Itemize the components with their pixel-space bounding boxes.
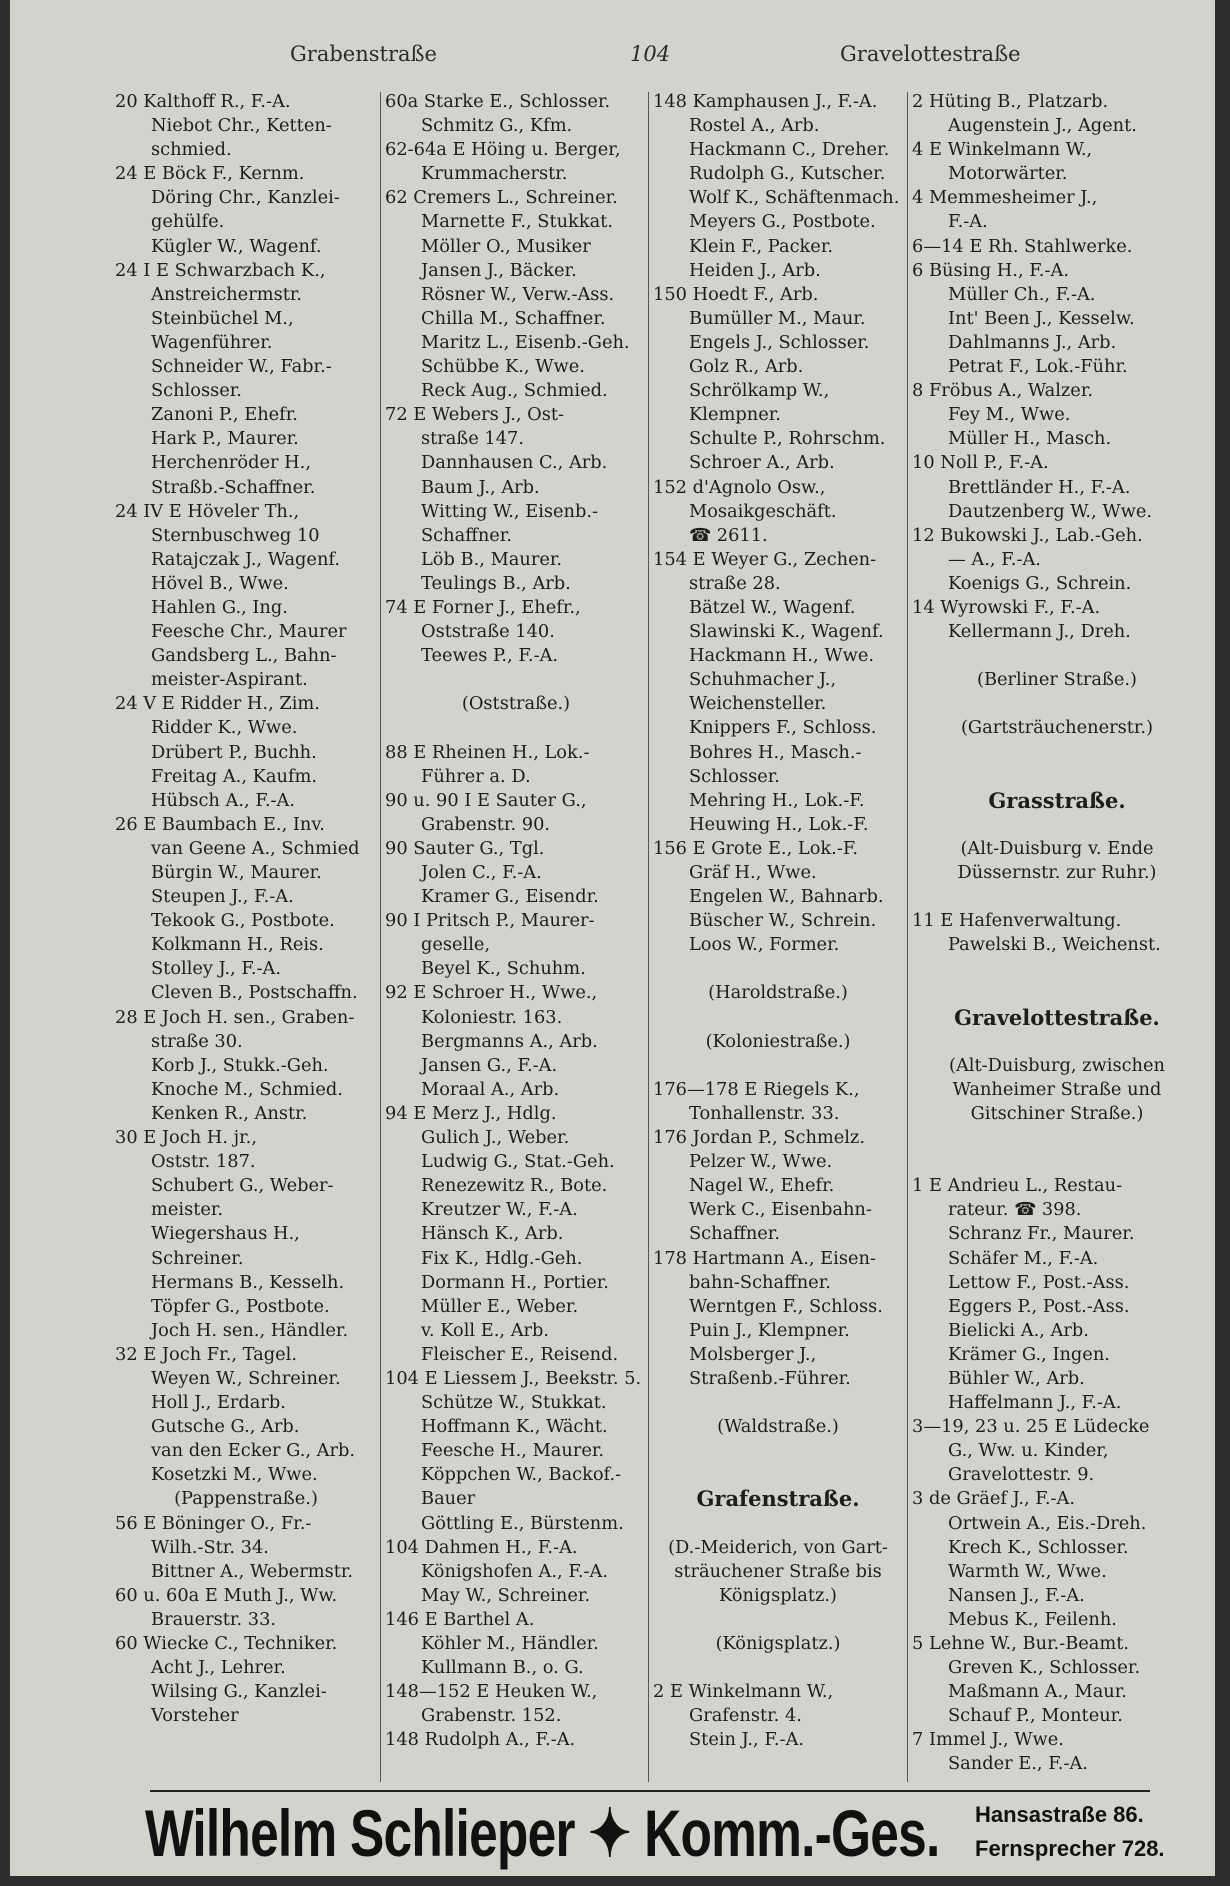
spacer bbox=[912, 741, 1202, 765]
entry-continuation: Stein J., F.-A. bbox=[689, 1729, 805, 1751]
advert-rule bbox=[150, 1790, 1150, 1792]
entry-continuation: G., Ww. u. Kinder, bbox=[948, 1440, 1109, 1462]
street-note: (Königsplatz.) bbox=[715, 1633, 841, 1654]
entry-continuation: Meyers G., Postbote. bbox=[689, 211, 876, 233]
street-note: (Oststraße.) bbox=[461, 693, 571, 715]
entry-continuation: Engelen W., Bahnarb. bbox=[689, 886, 884, 908]
entry-line: 7 Immel J., Wwe. bbox=[912, 1729, 1064, 1751]
entry-continuation: Werntgen F., Schloss. bbox=[689, 1295, 883, 1317]
entry-continuation: Knoche M., Schmied. bbox=[151, 1078, 343, 1100]
entry-continuation: Maritz L., Eisenb.-Geh. bbox=[421, 331, 630, 353]
entry-continuation: Heiden J., Arb. bbox=[689, 259, 821, 281]
spacer bbox=[912, 957, 1202, 981]
entry-line: 12 Bukowski J., Lab.-Geh. bbox=[912, 524, 1143, 546]
spacer bbox=[912, 1030, 1202, 1054]
entry-continuation: Büscher W., Schrein. bbox=[689, 910, 877, 932]
entry-continuation: Oststr. 187. bbox=[151, 1151, 256, 1173]
entry-continuation: Beyel K., Schuhm. bbox=[421, 958, 586, 980]
entry-continuation: rateur. ☎ 398. bbox=[948, 1199, 1082, 1221]
entry-continuation: F.-A. bbox=[948, 211, 988, 233]
entry-continuation: Bauer bbox=[421, 1488, 476, 1510]
entry-continuation: Grabenstr. 90. bbox=[421, 813, 551, 835]
entry-continuation: Lettow F., Post.-Ass. bbox=[948, 1271, 1130, 1293]
street-note: (Alt-Duisburg v. Ende bbox=[960, 837, 1154, 859]
entry-continuation: Bumüller M., Maur. bbox=[689, 307, 866, 329]
entry-continuation: Ridder K., Wwe. bbox=[151, 717, 298, 739]
spacer bbox=[653, 1656, 903, 1680]
entry-continuation: Kolkmann H., Reis. bbox=[151, 934, 324, 956]
entry-line: 24 I E Schwarzbach K., bbox=[115, 259, 326, 281]
entry-line: 26 E Baumbach E., Inv. bbox=[115, 813, 325, 835]
entry-continuation: Kreutzer W., F.-A. bbox=[421, 1199, 578, 1221]
entry-continuation: Kullmann B., o. G. bbox=[421, 1657, 584, 1679]
entry-continuation: Wiegershaus H., bbox=[151, 1223, 300, 1245]
entry-line: 88 E Rheinen H., Lok.- bbox=[385, 741, 590, 763]
street-note: (Gartsträuchenerstr.) bbox=[960, 717, 1154, 739]
street-note: Wanheimer Straße und bbox=[952, 1078, 1162, 1100]
spacer bbox=[912, 885, 1202, 909]
entry-continuation: Grafenstr. 4. bbox=[689, 1705, 802, 1727]
entry-continuation: Tekook G., Postbote. bbox=[151, 910, 335, 932]
entry-continuation: Mehring H., Lok.-F. bbox=[689, 789, 865, 811]
entry-continuation: Dahlmanns J., Arb. bbox=[948, 331, 1117, 353]
entry-continuation: Int' Been J., Kesselw. bbox=[948, 307, 1135, 329]
entry-continuation: Petrat F., Lok.-Führ. bbox=[948, 356, 1128, 378]
entry-continuation: Teulings B., Arb. bbox=[421, 572, 571, 594]
entry-continuation: Wilsing G., Kanzlei- bbox=[151, 1681, 327, 1703]
entry-continuation: bahn-Schaffner. bbox=[689, 1271, 831, 1293]
entry-continuation: v. Koll E., Arb. bbox=[421, 1319, 550, 1341]
entry-line: 156 E Grote E., Lok.-F. bbox=[653, 837, 859, 859]
entry-continuation: Schulte P., Rohrschm. bbox=[689, 428, 886, 450]
entry-continuation: Schübbe K., Wwe. bbox=[421, 356, 585, 378]
entry-line: 3 de Gräef J., F.-A. bbox=[912, 1488, 1076, 1510]
entry-continuation: Wagenführer. bbox=[151, 331, 273, 353]
entry-line: 90 I Pritsch P., Maurer- bbox=[385, 910, 595, 932]
entry-continuation: Vorsteher bbox=[151, 1705, 239, 1727]
entry-continuation: Schreiner. bbox=[151, 1247, 244, 1269]
entry-line: 176 Jordan P., Schmelz. bbox=[653, 1127, 866, 1149]
entry-line: 94 E Merz J., Hdlg. bbox=[385, 1102, 557, 1124]
entry-line: 5 Lehne W., Bur.-Beamt. bbox=[912, 1633, 1130, 1654]
column-divider bbox=[907, 92, 908, 1782]
entry-continuation: Loos W., Former. bbox=[689, 934, 840, 956]
entry-continuation: Krummacherstr. bbox=[421, 163, 568, 185]
entry-continuation: Gandsberg L., Bahn- bbox=[151, 645, 337, 667]
entry-continuation: Ortwein A., Eis.-Dreh. bbox=[948, 1512, 1147, 1534]
page-header bbox=[10, 42, 1215, 72]
entry-continuation: Hackmann C., Dreher. bbox=[689, 139, 890, 161]
page-number: 104 bbox=[630, 42, 671, 66]
entry-line: 6—14 E Rh. Stahlwerke. bbox=[912, 235, 1133, 257]
entry-continuation: Schauf P., Monteur. bbox=[948, 1705, 1123, 1727]
street-note: Düssernstr. zur Ruhr.) bbox=[957, 862, 1157, 883]
entry-continuation: Schuhmacher J., bbox=[689, 669, 837, 691]
entry-continuation: Cleven B., Postschaffn. bbox=[151, 982, 358, 1004]
entry-continuation: straße 147. bbox=[421, 428, 525, 450]
entry-continuation: Gräf H., Wwe. bbox=[689, 862, 817, 883]
entry-continuation: Dautzenberg W., Wwe. bbox=[948, 500, 1153, 522]
spacer bbox=[912, 981, 1202, 1005]
entry-continuation: Korb J., Stukk.-Geh. bbox=[151, 1054, 329, 1076]
entry-line: 154 E Weyer G., Zechen- bbox=[653, 548, 877, 570]
entry-continuation: Gutsche G., Arb. bbox=[151, 1416, 300, 1438]
entry-continuation: Gravelottestr. 9. bbox=[948, 1464, 1095, 1486]
entry-continuation: Führer a. D. bbox=[421, 765, 531, 787]
entry-continuation: Fix K., Hdlg.-Geh. bbox=[421, 1247, 583, 1269]
entry-line: 62-64a E Höing u. Berger, bbox=[385, 139, 621, 161]
advertisement bbox=[145, 1798, 1195, 1868]
entry-continuation: Rudolph G., Kutscher. bbox=[689, 163, 886, 185]
entry-continuation: Sternbuschweg 10 bbox=[151, 524, 320, 546]
entry-continuation: Hermans B., Kesselh. bbox=[151, 1271, 345, 1293]
entry-line: 1 E Andrieu L., Restau- bbox=[912, 1175, 1123, 1197]
entry-continuation: Bohres H., Masch.- bbox=[689, 741, 862, 763]
entry-continuation: Witting W., Eisenb.- bbox=[421, 500, 599, 522]
entry-line: 178 Hartmann A., Eisen- bbox=[653, 1247, 876, 1269]
entry-continuation: Hoffmann K., Wächt. bbox=[421, 1416, 608, 1438]
street-note: sträuchener Straße bis bbox=[674, 1560, 882, 1582]
entry-continuation: Bühler W., Arb. bbox=[948, 1367, 1085, 1389]
entry-line: 24 E Böck F., Kernm. bbox=[115, 163, 305, 185]
entry-continuation: Hövel B., Wwe. bbox=[151, 572, 289, 594]
entry-continuation: Grabenstr. 152. bbox=[421, 1705, 562, 1727]
entry-continuation: Zanoni P., Ehefr. bbox=[151, 404, 298, 426]
entry-line: 56 E Böninger O., Fr.- bbox=[115, 1512, 312, 1534]
entry-continuation: Marnette F., Stukkat. bbox=[421, 211, 613, 233]
entry-continuation: Müller Ch., F.-A. bbox=[948, 283, 1096, 305]
entry-continuation: Ratajczak J., Wagenf. bbox=[151, 548, 341, 570]
entry-continuation: Bergmanns A., Arb. bbox=[421, 1030, 598, 1052]
entry-continuation: straße 28. bbox=[689, 572, 781, 594]
entry-continuation: Niebot Chr., Ketten- bbox=[151, 115, 332, 137]
entry-continuation: Schaffner. bbox=[421, 524, 512, 546]
entry-continuation: Schneider W., Fabr.- bbox=[151, 356, 332, 378]
spacer bbox=[653, 1608, 903, 1632]
entry-continuation: Feesche H., Maurer. bbox=[421, 1440, 605, 1462]
entry-line: 4 E Winkelmann W., bbox=[912, 139, 1093, 161]
entry-continuation: Jansen G., F.-A. bbox=[421, 1054, 558, 1076]
entry-continuation: Dormann H., Portier. bbox=[421, 1271, 609, 1293]
entry-continuation: gehülfe. bbox=[151, 211, 225, 233]
entry-continuation: Rösner W., Verw.-Ass. bbox=[421, 283, 615, 305]
advert-address: Hansastraße 86. bbox=[975, 1802, 1144, 1827]
street-note: Königsplatz.) bbox=[719, 1584, 837, 1606]
entry-continuation: Freitag A., Kaufm. bbox=[151, 765, 318, 787]
entry-line: 8 Fröbus A., Walzer. bbox=[912, 380, 1094, 402]
entry-continuation: Kosetzki M., Wwe. bbox=[151, 1464, 318, 1486]
entry-line: 72 E Webers J., Ost- bbox=[385, 404, 565, 426]
entry-line: 32 E Joch Fr., Tagel. bbox=[115, 1343, 297, 1365]
entry-continuation: geselle, bbox=[421, 934, 491, 956]
entry-continuation: Acht J., Lehrer. bbox=[151, 1657, 286, 1679]
entry-continuation: Kramer G., Eisendr. bbox=[421, 886, 599, 908]
advert-phone: Fernsprecher 728. bbox=[975, 1836, 1165, 1861]
entry-continuation: Müller H., Masch. bbox=[948, 428, 1112, 450]
entry-continuation: Warmth W., Wwe. bbox=[948, 1560, 1107, 1582]
column-divider bbox=[648, 92, 649, 1782]
entry-continuation: meister. bbox=[151, 1199, 224, 1221]
entry-continuation: Weyen W., Schreiner. bbox=[151, 1367, 341, 1389]
entry-continuation: Bätzel W., Wagenf. bbox=[689, 596, 856, 618]
entry-continuation: Gulich J., Weber. bbox=[421, 1127, 570, 1149]
entry-line: 152 d'Agnolo Osw., bbox=[653, 476, 826, 498]
entry-continuation: Krech K., Schlosser. bbox=[948, 1536, 1129, 1558]
entry-continuation: Anstreichermstr. bbox=[151, 283, 303, 305]
entry-continuation: Göttling E., Bürstenm. bbox=[421, 1512, 624, 1534]
header-right-street: Gravelottestraße bbox=[840, 42, 1021, 66]
entry-continuation: Klein F., Packer. bbox=[689, 235, 834, 257]
entry-continuation: Weichensteller. bbox=[689, 693, 827, 715]
entry-continuation: Bürgin W., Maurer. bbox=[151, 862, 322, 883]
entry-continuation: Feesche Chr., Maurer bbox=[151, 621, 347, 643]
entry-continuation: van Geene A., Schmied bbox=[151, 837, 360, 859]
entry-continuation: Brettländer H., F.-A. bbox=[948, 476, 1131, 498]
entry-continuation: Werk C., Eisenbahn- bbox=[689, 1199, 872, 1221]
spacer bbox=[385, 668, 647, 692]
entry-continuation: Wolf K., Schäftenmach. bbox=[689, 187, 900, 209]
entry-continuation: Töpfer G., Postbote. bbox=[151, 1295, 330, 1317]
spacer bbox=[653, 957, 903, 981]
entry-continuation: Moraal A., Arb. bbox=[421, 1078, 560, 1100]
entry-continuation: Hänsch K., Arb. bbox=[421, 1223, 564, 1245]
entry-line: 90 Sauter G., Tgl. bbox=[385, 837, 545, 859]
entry-continuation: Golz R., Arb. bbox=[689, 356, 804, 378]
entry-continuation: Hark P., Maurer. bbox=[151, 428, 299, 450]
column-1 bbox=[115, 90, 377, 1790]
spacer bbox=[653, 1463, 903, 1487]
entry-continuation: Nagel W., Ehefr. bbox=[689, 1175, 835, 1197]
entry-continuation: Hackmann H., Wwe. bbox=[689, 645, 874, 667]
entry-continuation: Reck Aug., Schmied. bbox=[421, 380, 608, 402]
entry-continuation: Pawelski B., Weichenst. bbox=[948, 934, 1161, 956]
entry-continuation: Schranz Fr., Maurer. bbox=[948, 1223, 1135, 1245]
spacer bbox=[653, 1054, 903, 1078]
entry-continuation: Motorwärter. bbox=[948, 163, 1068, 185]
entry-continuation: Mosaikgeschäft. bbox=[689, 500, 837, 522]
entry-continuation: Schlosser. bbox=[689, 765, 780, 787]
entry-continuation: Straßenb.-Führer. bbox=[689, 1367, 851, 1389]
entry-line: 2 Hüting B., Platzarb. bbox=[912, 91, 1109, 112]
entry-continuation: Eggers P., Post.-Ass. bbox=[948, 1295, 1130, 1317]
spacer bbox=[912, 692, 1202, 716]
entry-line: 6 Büsing H., F.-A. bbox=[912, 259, 1069, 281]
entry-continuation: Kügler W., Wagenf. bbox=[151, 235, 322, 257]
entry-line: 92 E Schroer H., Wwe., bbox=[385, 982, 598, 1004]
entry-continuation: Koloniestr. 163. bbox=[421, 1006, 563, 1028]
entry-continuation: Königshofen A., F.-A. bbox=[421, 1560, 609, 1582]
entry-continuation: Köhler M., Händler. bbox=[421, 1633, 599, 1654]
entry-line: 146 E Barthel A. bbox=[385, 1608, 535, 1630]
column-2 bbox=[385, 90, 647, 1790]
entry-line: 104 E Liessem J., Beekstr. 5. bbox=[385, 1367, 642, 1389]
entry-continuation: Krämer G., Ingen. bbox=[948, 1343, 1110, 1365]
entry-continuation: Fleischer E., Reisend. bbox=[421, 1343, 619, 1365]
entry-continuation: Bielicki A., Arb. bbox=[948, 1319, 1089, 1341]
street-heading: Gravelottestraße. bbox=[954, 1005, 1160, 1030]
entry-continuation: Klempner. bbox=[689, 404, 781, 426]
entry-continuation: Stolley J., F.-A. bbox=[151, 958, 282, 980]
street-note: (Pappenstraße.) bbox=[174, 1488, 318, 1510]
entry-continuation: Bittner A., Webermstr. bbox=[151, 1560, 354, 1582]
street-note: (Koloniestraße.) bbox=[705, 1030, 851, 1052]
entry-continuation: meister-Aspirant. bbox=[151, 669, 308, 691]
street-note: (Waldstraße.) bbox=[717, 1416, 839, 1438]
entry-line: 10 Noll P., F.-A. bbox=[912, 452, 1049, 474]
entry-line: 60a Starke E., Schlosser. bbox=[385, 91, 611, 112]
entry-continuation: Schmitz G., Kfm. bbox=[421, 115, 573, 137]
spacer bbox=[912, 1126, 1202, 1150]
spacer bbox=[912, 1150, 1202, 1174]
entry-continuation: Maßmann A., Maur. bbox=[948, 1681, 1127, 1703]
entry-continuation: Schlosser. bbox=[151, 380, 242, 402]
entry-continuation: Löb B., Maurer. bbox=[421, 548, 563, 570]
entry-continuation: Dannhausen C., Arb. bbox=[421, 452, 608, 474]
spacer bbox=[653, 1439, 903, 1463]
spacer bbox=[653, 1006, 903, 1030]
entry-continuation: Pelzer W., Wwe. bbox=[689, 1151, 833, 1173]
advert-company-name: Wilhelm Schlieper ✦ Komm.-Ges. bbox=[145, 1796, 940, 1870]
entry-continuation: Holl J., Erdarb. bbox=[151, 1392, 286, 1414]
entry-line: 62 Cremers L., Schreiner. bbox=[385, 187, 618, 209]
entry-continuation: Puin J., Klempner. bbox=[689, 1319, 850, 1341]
entry-continuation: Steinbüchel M., bbox=[151, 307, 294, 329]
column-3 bbox=[653, 90, 903, 1790]
entry-continuation: Schaffner. bbox=[689, 1223, 780, 1245]
directory-page bbox=[10, 0, 1215, 1876]
entry-continuation: Drübert P., Buchh. bbox=[151, 741, 317, 763]
entry-continuation: Straßb.-Schaffner. bbox=[151, 476, 316, 498]
entry-continuation: Kellermann J., Dreh. bbox=[948, 621, 1131, 643]
entry-continuation: Mebus K., Feilenh. bbox=[948, 1608, 1117, 1630]
entry-line: 28 E Joch H. sen., Graben- bbox=[115, 1006, 355, 1028]
entry-continuation: Schäfer M., F.-A. bbox=[948, 1247, 1099, 1269]
entry-continuation: Teewes P., F.-A. bbox=[421, 645, 559, 667]
entry-continuation: ☎ 2611. bbox=[689, 524, 768, 546]
entry-line: 104 Dahmen H., F.-A. bbox=[385, 1536, 578, 1558]
spacer bbox=[912, 644, 1202, 668]
entry-line: 148 Kamphausen J., F.-A. bbox=[653, 91, 878, 112]
entry-continuation: Nansen J., F.-A. bbox=[948, 1584, 1085, 1606]
entry-continuation: Chilla M., Schaffner. bbox=[421, 307, 606, 329]
entry-continuation: Renezewitz R., Bote. bbox=[421, 1175, 608, 1197]
entry-continuation: Fey M., Wwe. bbox=[948, 404, 1071, 426]
entry-continuation: Herchenröder H., bbox=[151, 452, 311, 474]
entry-continuation: Rostel A., Arb. bbox=[689, 115, 820, 137]
entry-continuation: Greven K., Schlosser. bbox=[948, 1657, 1141, 1679]
entry-continuation: Müller E., Weber. bbox=[421, 1295, 579, 1317]
header-left-street: Grabenstraße bbox=[290, 42, 437, 66]
street-note: (Alt-Duisburg, zwischen bbox=[949, 1054, 1165, 1076]
entry-continuation: Augenstein J., Agent. bbox=[948, 115, 1137, 137]
entry-continuation: Slawinski K., Wagenf. bbox=[689, 621, 884, 643]
entry-continuation: Möller O., Musiker bbox=[421, 235, 591, 257]
street-note: (D.-Meiderich, von Gart- bbox=[668, 1536, 888, 1558]
entry-continuation: Ludwig G., Stat.-Geh. bbox=[421, 1151, 615, 1173]
entry-continuation: Baum J., Arb. bbox=[421, 476, 540, 498]
entry-line: 14 Wyrowski F., F.-A. bbox=[912, 596, 1101, 618]
street-note: Gitschiner Straße.) bbox=[970, 1102, 1144, 1124]
entry-line: 24 IV E Höveler Th., bbox=[115, 500, 300, 522]
entry-line: 60 Wiecke C., Techniker. bbox=[115, 1633, 338, 1654]
entry-continuation: Kenken R., Anstr. bbox=[151, 1102, 308, 1124]
entry-continuation: Knippers F., Schloss. bbox=[689, 717, 877, 739]
spacer bbox=[912, 813, 1202, 837]
entry-line: 90 u. 90 I E Sauter G., bbox=[385, 789, 587, 811]
entry-line: 176—178 E Riegels K., bbox=[653, 1078, 860, 1100]
entry-line: 20 Kalthoff R., F.-A. bbox=[115, 91, 291, 112]
entry-continuation: Wilh.-Str. 34. bbox=[151, 1536, 269, 1558]
street-note: (Haroldstraße.) bbox=[708, 982, 848, 1004]
entry-continuation: Jansen J., Bäcker. bbox=[421, 259, 577, 281]
entry-line: 148—152 E Heuken W., bbox=[385, 1681, 598, 1703]
spacer bbox=[385, 716, 647, 740]
spacer bbox=[653, 1391, 903, 1415]
entry-continuation: — A., F.-A. bbox=[948, 548, 1041, 570]
entry-line: 3—19, 23 u. 25 E Lüdecke bbox=[912, 1416, 1150, 1438]
entry-line: 148 Rudolph A., F.-A. bbox=[385, 1729, 576, 1751]
entry-continuation: Oststraße 140. bbox=[421, 621, 555, 643]
entry-continuation: Köppchen W., Backof.- bbox=[421, 1464, 622, 1486]
street-note: (Berliner Straße.) bbox=[977, 669, 1137, 691]
entry-continuation: schmied. bbox=[151, 139, 232, 161]
column-4 bbox=[912, 90, 1202, 1790]
column-divider bbox=[380, 92, 381, 1782]
entry-continuation: straße 30. bbox=[151, 1030, 243, 1052]
entry-continuation: Engels J., Schlosser. bbox=[689, 331, 870, 353]
entry-line: 30 E Joch H. jr., bbox=[115, 1127, 257, 1149]
entry-continuation: Molsberger J., bbox=[689, 1343, 817, 1365]
entry-continuation: Jolen C., F.-A. bbox=[421, 862, 542, 883]
entry-continuation: Schrölkamp W., bbox=[689, 380, 830, 402]
entry-line: 11 E Hafenverwaltung. bbox=[912, 910, 1122, 932]
entry-continuation: Schroer A., Arb. bbox=[689, 452, 835, 474]
entry-continuation: Hübsch A., F.-A. bbox=[151, 789, 296, 811]
entry-line: 4 Memmesheimer J., bbox=[912, 187, 1098, 209]
entry-continuation: van den Ecker G., Arb. bbox=[151, 1440, 356, 1462]
entry-continuation: Hahlen G., Ing. bbox=[151, 596, 288, 618]
entry-continuation: Döring Chr., Kanzlei- bbox=[151, 187, 340, 209]
entry-continuation: Koenigs G., Schrein. bbox=[948, 572, 1132, 594]
entry-continuation: Schubert G., Weber- bbox=[151, 1175, 334, 1197]
entry-continuation: Tonhallenstr. 33. bbox=[689, 1102, 840, 1124]
entry-continuation: Haffelmann J., F.-A. bbox=[948, 1392, 1122, 1414]
street-heading: Grasstraße. bbox=[988, 788, 1126, 813]
entry-continuation: Sander E., F.-A. bbox=[948, 1753, 1088, 1775]
entry-line: 150 Hoedt F., Arb. bbox=[653, 283, 819, 305]
entry-line: 2 E Winkelmann W., bbox=[653, 1681, 834, 1703]
street-heading: Grafenstraße. bbox=[696, 1487, 860, 1512]
entry-continuation: Schütze W., Stukkat. bbox=[421, 1392, 607, 1414]
entry-continuation: Brauerstr. 33. bbox=[151, 1608, 277, 1630]
spacer bbox=[653, 1512, 903, 1536]
spacer bbox=[912, 765, 1202, 789]
entry-continuation: Heuwing H., Lok.-F. bbox=[689, 813, 869, 835]
entry-line: 60 u. 60a E Muth J., Ww. bbox=[115, 1584, 338, 1606]
entry-line: 24 V E Ridder H., Zim. bbox=[115, 693, 320, 715]
entry-continuation: Joch H. sen., Händler. bbox=[151, 1319, 349, 1341]
entry-continuation: May W., Schreiner. bbox=[421, 1584, 591, 1606]
entry-line: 74 E Forner J., Ehefr., bbox=[385, 596, 581, 618]
entry-continuation: Steupen J., F.-A. bbox=[151, 886, 294, 908]
